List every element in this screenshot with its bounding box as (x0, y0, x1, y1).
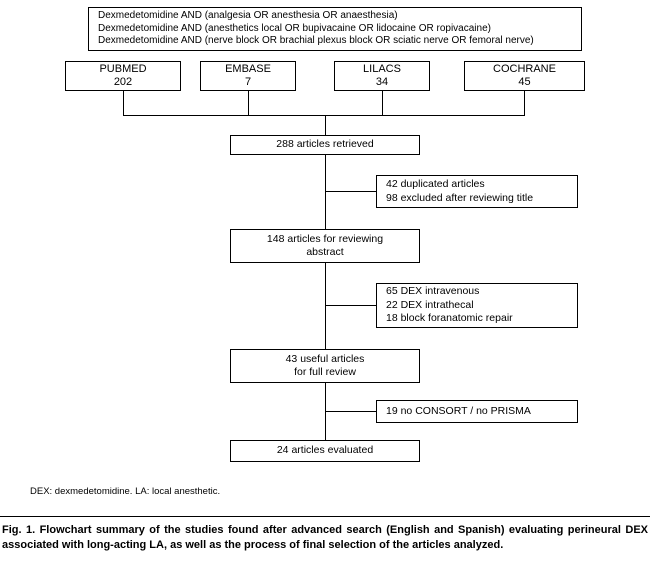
exclusion-box-consort-prisma (376, 400, 578, 423)
flow-box-line: 24 articles evaluated (276, 444, 374, 457)
database-name: LILACS (363, 62, 401, 75)
figure-caption (2, 523, 648, 553)
search-query-line-2: Dexmedetomidine AND (anesthetics local OR bupivacaine OR lidocaine OR ropivacaine) (98, 22, 491, 34)
figure-caption-text: Flowchart summary of the studies found after advanced search (English and Spanish) evaluating perineural DEX associated with long-acting LA, as well as the process of final selection of the articles analyzed. (2, 524, 648, 551)
database-count: 34 (375, 76, 389, 88)
connector-line (123, 91, 124, 115)
flow-box-articles-retrieved (230, 135, 420, 155)
database-count: 7 (244, 76, 252, 88)
exclusion-line: 22 DEX intrathecal (386, 298, 474, 311)
flow-box-line: abstract (306, 246, 344, 258)
figure-caption-label: Fig. 1. (2, 524, 36, 536)
flow-box-abstract-review (230, 229, 420, 263)
connector-line (326, 305, 376, 306)
connector-line (325, 155, 326, 229)
flow-box-line: 288 articles retrieved (276, 138, 374, 151)
database-box-lilacs (334, 61, 430, 91)
database-box-cochrane (464, 61, 585, 91)
database-box-embase (200, 61, 296, 91)
flow-box-full-review (230, 349, 420, 383)
search-query-line-3: Dexmedetomidine AND (nerve block OR brachial plexus block OR sciatic nerve OR femoral nerve) (98, 35, 534, 47)
database-count: 45 (518, 76, 531, 88)
connector-line (524, 91, 525, 115)
exclusion-line: 19 no CONSORT / no PRISMA (386, 404, 531, 417)
database-name: PUBMED (99, 62, 147, 75)
flow-box-articles-evaluated (230, 440, 420, 462)
exclusion-line: 98 excluded after reviewing title (386, 191, 534, 204)
connector-line (326, 411, 376, 412)
database-count: 202 (113, 76, 133, 88)
database-name: COCHRANE (493, 62, 556, 75)
search-query-box (88, 7, 582, 51)
connector-line (325, 115, 326, 135)
caption-divider (0, 516, 650, 517)
abbreviations-footnote: DEX: dexmedetomidine. LA: local anesthetic. (30, 486, 221, 497)
exclusion-line: 18 block foranatomic repair (386, 312, 513, 325)
exclusion-box-dex-routes (376, 283, 578, 328)
connector-line (123, 115, 525, 116)
flow-box-line: for full review (294, 366, 356, 378)
exclusion-line: 65 DEX intravenous (386, 285, 480, 298)
connector-line (325, 263, 326, 349)
connector-line (382, 91, 383, 115)
connector-line (326, 191, 376, 192)
flow-box-line: 43 useful articles (285, 352, 365, 365)
connector-line (248, 91, 249, 115)
exclusion-box-duplicates-title (376, 175, 578, 208)
database-name: EMBASE (225, 62, 271, 75)
search-query-line-1: Dexmedetomidine AND (analgesia OR anesthesia OR anaesthesia) (98, 9, 398, 21)
database-box-pubmed (65, 61, 181, 91)
exclusion-line: 42 duplicated articles (386, 178, 485, 190)
flow-box-line: 148 articles for reviewing (266, 232, 384, 245)
